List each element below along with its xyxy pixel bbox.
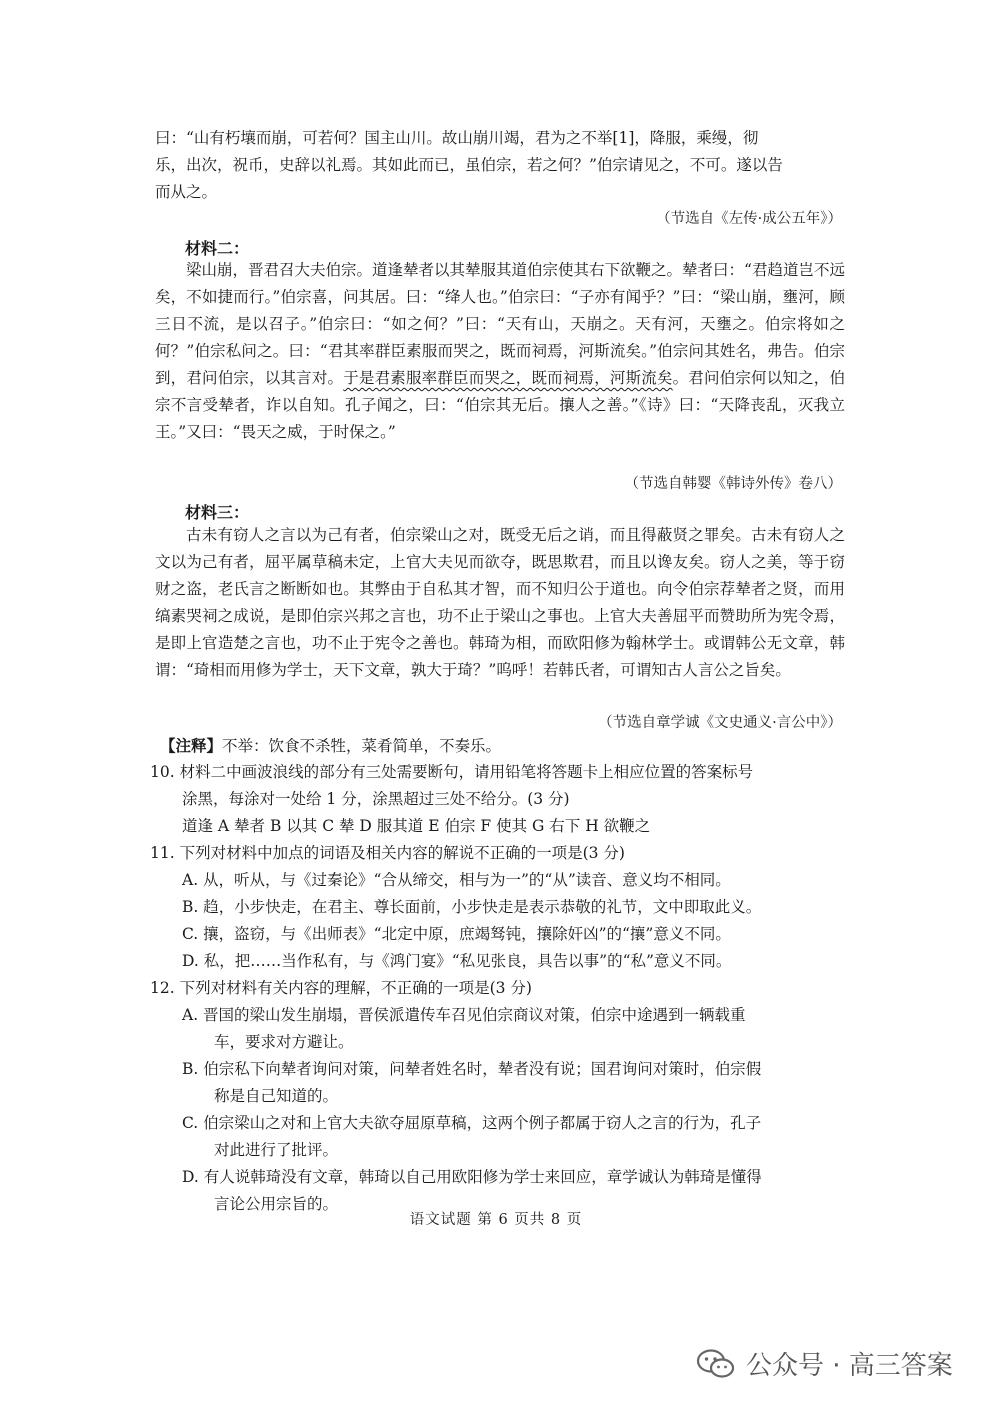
q12-stem: 12. 下列对材料有关内容的理解，不正确的一项是(3 分) (150, 979, 532, 997)
q10-line-1: 10. 材料二中画波浪线的部分有三处需要断句，请用铅笔将答题卡上相应位置的答案标号 (150, 763, 754, 781)
q11-stem: 11. 下列对材料中加点的词语及相关内容的解说不正确的一项是(3 分) (150, 844, 625, 862)
material2-body (155, 257, 845, 446)
q10-options: 道逢 A 辇者 B 以其 C 辇 D 服其道 E 伯宗 F 使其 G 右下 H 欲鞭之 (182, 817, 651, 835)
material3-heading: 材料三： (185, 503, 250, 522)
wechat-icon (696, 1348, 736, 1380)
material2-paragraph (155, 257, 845, 446)
material2-text-2: 。君问伯宗何以知之，伯宗不言受辇者，诈以自知。孔子闻之，曰：“伯宗其无后。攘人之善。”《诗》曰：“天降丧乱，灭我立王。”又曰：“畏天之威，于时保之。” (155, 369, 845, 441)
q12-option-b-line-2: 称是自己知道的。 (214, 1087, 339, 1105)
watermark-text: 公众号 · 高三答案 (746, 1351, 953, 1381)
q11-option-c: C. 攘，盗窃，与《出师表》“北定中原，庶竭驽钝，攘除奸凶”的“攘”意义不同。 (182, 925, 731, 943)
q12-option-a-line-2: 车，要求对方避让。 (214, 1033, 354, 1051)
passage-top-line-2: 乐，出次，祝币，史辞以礼焉。其如此而已，虽伯宗，若之何？”伯宗请见之，不可。遂以告 (155, 156, 783, 174)
passage-top-line-1: 曰：“山有朽壤而崩，可若何？国主山川。故山崩川竭，君为之不举[1]，降服，乘缦，彻 (155, 129, 759, 147)
q10-line-2: 涂黑，每涂对一处给 1 分，涂黑超过三处不给分。(3 分) (182, 790, 570, 808)
material3-paragraph: 古未有窃人之言以为己有者，伯宗梁山之对，既受无后之诮，而且得蔽贤之罪矣。古未有窃人之文以为己有者，屈平属草稿未定，上官大夫见而欲夺，既思欺君，而且以谗友矣。窃人之美，等于窃财之盗，老氏言之断断如也。其弊由于自私其才智，而不知归公于道也。向令伯宗荐辇者之贤，而用缟素哭祠之成说，是即伯宗兴邦之言也，功不止于梁山之事也。上官大夫善屈平而赞助所为宪令焉，是即上官造楚之言也，功不止于宪令之善也。韩琦为相，而欧阳修为翰林学士。或谓韩公无文章，韩谓：“琦相而用修为学士，天下文章，孰大于琦？”呜呼！若韩氏者，可谓知古人言公之旨矣。 (155, 526, 845, 679)
material2-heading: 材料二： (185, 239, 250, 258)
questions (150, 759, 840, 1218)
q12-option-a-line-1: A. 晋国的梁山发生崩塌，晋侯派遣传车召见伯宗商议对策，伯宗中途遇到一辆载重 (182, 1006, 746, 1024)
annotation-text: 不举：饮食不杀牲，菜肴简单，不奏乐。 (222, 737, 502, 755)
q12-option-c-line-2: 对此进行了批评。 (214, 1141, 339, 1159)
material3-body (155, 522, 845, 684)
passage-top (155, 125, 845, 206)
q11-option-b: B. 趋，小步快走，在君主、尊长面前，小步快走是表示恭敬的礼节，文中即取此义。 (182, 898, 762, 916)
source-hanshiwaizhuan: （节选自韩婴《韩诗外传》卷八） (624, 476, 842, 492)
material2-text-1: 梁山崩，晋君召大夫伯宗。道逢辇者以其辇服其道伯宗使其右下欲鞭之。辇者曰：“君趋道岂不远矣，不如捷而行。”伯宗喜，问其居。曰：“绛人也。”伯宗曰：“子亦有闻乎？”曰：“梁山崩，壅河，顾三日不流，是以召子。”伯宗曰：“如之何？”曰：“天有山，天崩之。天有河，天壅之。伯宗将如之何？”伯宗私问之。曰：“君其率群臣素服而哭之，既而祠焉，河斯流矣。”伯宗问其姓名，弗告。伯宗到，君问伯宗，以其言对。 (155, 261, 845, 387)
q12-option-c-line-1: C. 伯宗梁山之对和上官大夫欲夺屈原草稿，这两个例子都属于窃人之言的行为，孔子 (182, 1114, 762, 1132)
annotation (160, 733, 850, 760)
page-footer: 语文试题 第 6 页共 8 页 (409, 1212, 583, 1228)
q11-option-a: A. 从，听从，与《过秦论》“合从缔交，相与为一”的“从”读音、意义均不相同。 (182, 871, 731, 889)
watermark (696, 1345, 953, 1382)
annotation-label: 【注释】 (160, 737, 223, 755)
q12-option-d-line-1: D. 有人说韩琦没有文章，韩琦以自己用欧阳修为学士来回应，章学诚认为韩琦是懂得 (182, 1168, 762, 1186)
q11-option-d: D. 私，把……当作私有，与《鸿门宴》“私见张良，具告以事”的“私”意义不同。 (182, 952, 732, 970)
source-wenshitongyi: （节选自章学诚《文史通义·言公中》） (598, 715, 842, 731)
wavy-underlined-sentence: 于是君素服率群臣而哭之，既而祠焉，河斯流矣 (343, 369, 673, 387)
q12-option-b-line-1: B. 伯宗私下向辇者询问对策，问辇者姓名时，辇者没有说；国君询问对策时，伯宗假 (182, 1060, 762, 1078)
q12-option-d-line-2: 言论公用宗旨的。 (214, 1195, 339, 1213)
passage-top-line-3: 而从之。 (155, 183, 218, 201)
source-zuozhuan: （节选自《左传·成公五年》） (656, 211, 842, 227)
